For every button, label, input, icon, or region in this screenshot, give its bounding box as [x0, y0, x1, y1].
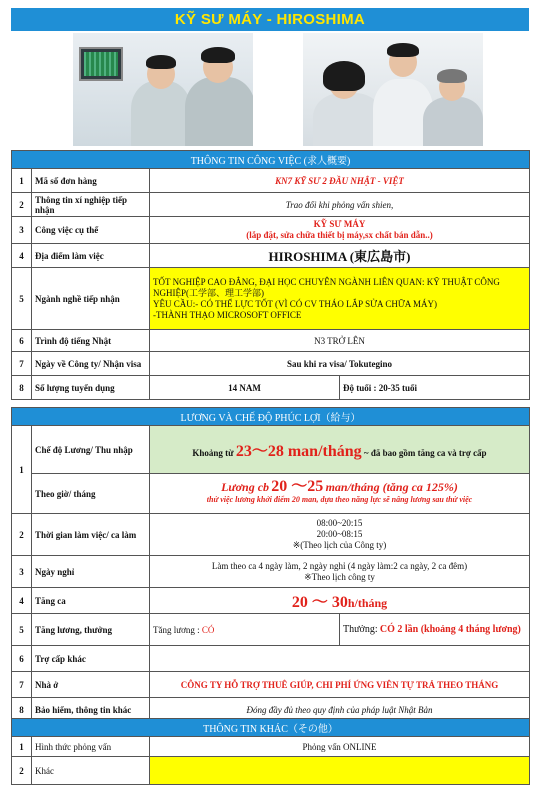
table-row: 8 Bảo hiểm, thông tin khác Đóng đầy đủ theo quy định của pháp luật Nhật Bản — [12, 698, 530, 722]
person-image — [131, 81, 191, 146]
engineers-meeting-photo — [303, 33, 483, 146]
table-row: 6 Trợ cấp khác — [12, 646, 530, 672]
table-row: 2 Thông tin xí nghiệp tiếp nhận Trao đổi khi phỏng vấn shien, — [12, 193, 530, 217]
other-info-header: THÔNG TIN KHÁC（その他） — [12, 719, 530, 737]
table-row: Theo giờ/ tháng Lương cb 20 ～25 man/tháng (tăng ca 125%) thử việc lương khởi điểm 20 man, dựa theo năng lực sẽ nâng lương sau thử việc — [12, 474, 530, 514]
photo-banner — [11, 31, 529, 148]
table-row: 1 Mã số đơn hàng KN7 KỸ SƯ 2 ĐẦU NHẬT - VIỆT — [12, 169, 530, 193]
table-row: 4 Tăng ca 20 ～ 30h/tháng — [12, 588, 530, 614]
table-row: 1 Hình thức phỏng vấn Phỏng vấn ONLINE — [12, 737, 530, 757]
job-description: (lắp đặt, sửa chữa thiết bị máy,sx chất bán dẫn..) — [246, 230, 433, 240]
housing-info: CÔNG TY HỖ TRỢ THUÊ GIÚP, CHI PHÍ ỨNG VIÊN TỰ TRẢ THEO THÁNG — [150, 672, 530, 698]
overtime-hours: 20 ～ 30 — [291, 594, 348, 611]
table-row: 2 Khác — [12, 757, 530, 785]
job-info-header: THÔNG TIN CÔNG VIỆC (求人概要) — [12, 151, 530, 169]
person-image — [423, 97, 483, 146]
job-title: KỸ SƯ MÁY — [313, 219, 366, 229]
table-row: 4 Địa điểm làm việc HIROSHIMA (東広島市) — [12, 244, 530, 268]
table-row: 6 Trình độ tiếng Nhật N3 TRỞ LÊN — [12, 330, 530, 352]
order-code: KN7 KỸ SƯ 2 ĐẦU NHẬT - VIỆT — [150, 169, 530, 193]
page-title: KỸ SƯ MÁY - HIROSHIMA — [11, 8, 529, 31]
table-row: 8 Số lượng tuyển dụng 14 NAM Độ tuổi : 20-35 tuổi — [12, 376, 530, 400]
engineers-at-computer-photo — [73, 33, 253, 146]
table-row: 3 Ngày nghỉ Làm theo ca 4 ngày làm, 2 ngày nghỉ (4 ngày làm:2 ca ngày, 2 ca đêm) ※Theo lịch công ty — [12, 556, 530, 588]
table-row: 1 Chế độ Lương/ Thu nhập Khoảng từ 23～28 man/tháng ~ đã bao gồm tăng ca và trợ cấp — [12, 426, 530, 474]
work-location: HIROSHIMA (東広島市) — [150, 244, 530, 268]
monthly-salary: 23～28 man/tháng — [235, 443, 362, 460]
other-info-table — [11, 718, 530, 785]
person-image — [185, 77, 253, 146]
salary-header: LƯƠNG VÀ CHẾ ĐỘ PHÚC LỢI（給与） — [12, 408, 530, 426]
table-row: 7 Ngày về Công ty/ Nhận visa Sau khi ra visa/ Tokutegino — [12, 352, 530, 376]
table-row: 5 Ngành nghề tiếp nhận TỐT NGHIỆP CAO ĐẲNG, ĐẠI HỌC CHUYÊN NGÀNH LIÊN QUAN: KỸ THUẬT CÔNG NGHIỆP(工学部、理工学部) YÊU CẦU:- CÓ THỂ LỰC TỐT (VÌ CÓ CV THÁO LẮP SỬA CHỮA MÁY) -THÀNH THẠO MICROSOFT OFFICE — [12, 268, 530, 330]
table-row: 5 Tăng lương, thưởng Tăng lương : CÓ Thưởng: CÓ 2 lần (khoảng 4 tháng lương) — [12, 614, 530, 646]
table-row: 3 Công việc cụ thể KỸ SƯ MÁY (lắp đặt, sửa chữa thiết bị máy,sx chất bán dẫn..) — [12, 217, 530, 244]
base-salary: 20 ～25 — [271, 478, 324, 495]
table-row: 7 Nhà ở CÔNG TY HỖ TRỢ THUÊ GIÚP, CHI PHÍ ỨNG VIÊN TỰ TRẢ THEO THÁNG — [12, 672, 530, 698]
job-info-table — [11, 150, 530, 400]
table-row: 2 Thời gian làm việc/ ca làm 08:00~20:15 20:00~08:15 ※(Theo lịch của Công ty) — [12, 514, 530, 556]
salary-table — [11, 407, 530, 722]
monitor-image — [79, 47, 123, 81]
